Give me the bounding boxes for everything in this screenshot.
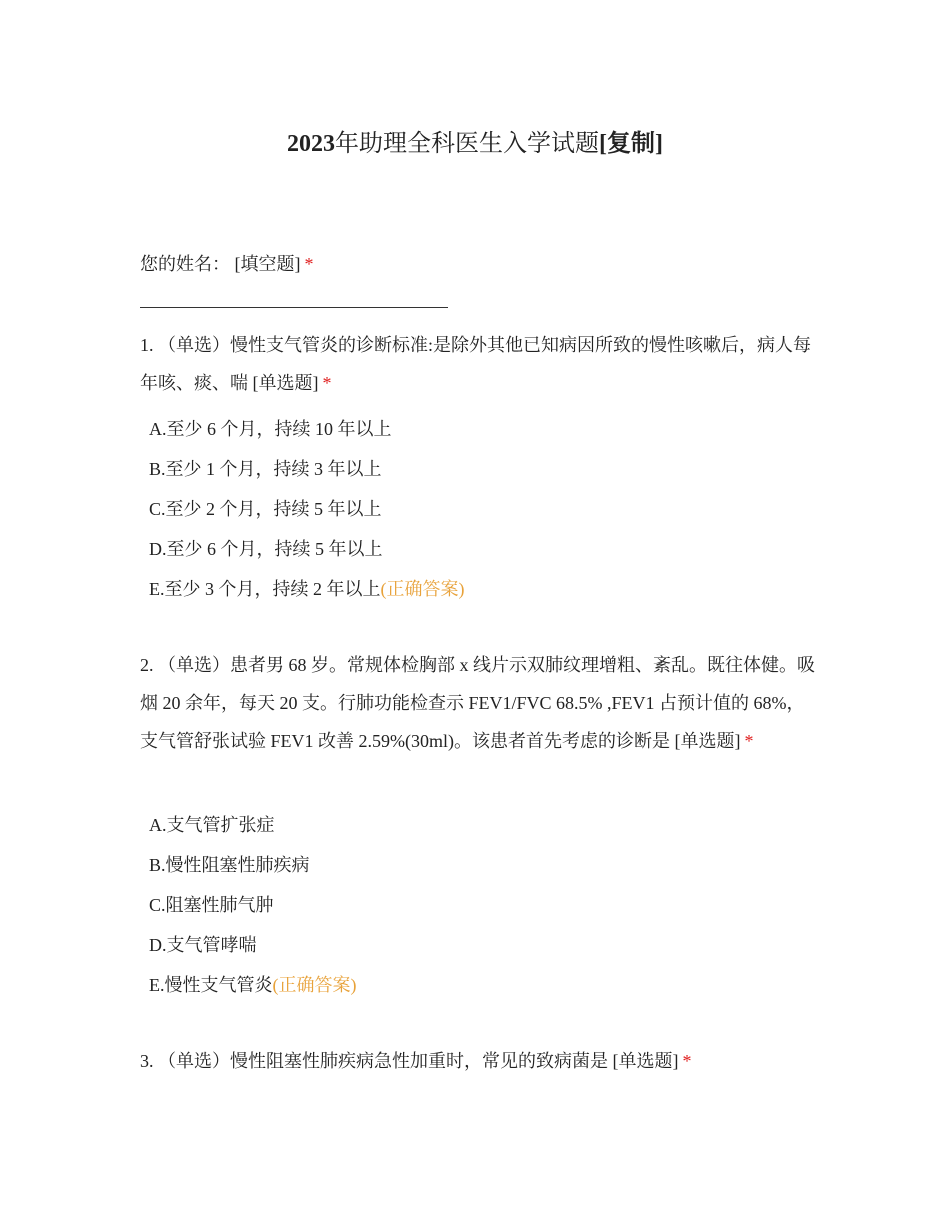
question-2 <box>140 646 820 760</box>
option-label: A.至少 6 个月，持续 10 年以上 <box>149 419 392 439</box>
option-a[interactable] <box>149 409 829 449</box>
question-text: 2. （单选）患者男 68 岁。常规体检胸部 x 线片示双肺纹理增粗、紊乱。既往体健。吸烟 20 余年，每天 20 支。行肺功能检查示 FEV1/FVC 68.5% ,FEV1 占预计值的 68%，支气管舒张试验 FEV1 改善 2.59%(30ml)。该患者首先考虑的诊断是 <box>140 655 815 751</box>
title-year: 2023 <box>287 131 335 158</box>
option-label: E.至少 3 个月，持续 2 年以上 <box>149 579 381 599</box>
correct-answer-note: (正确答案) <box>272 975 357 995</box>
required-mark: * <box>682 1051 692 1071</box>
question-type-tag: [单选题] <box>252 373 319 393</box>
name-input-line[interactable] <box>140 307 448 308</box>
option-label: C.至少 2 个月，持续 5 年以上 <box>149 499 382 519</box>
option-label: D.至少 6 个月，持续 5 年以上 <box>149 539 383 559</box>
required-mark: * <box>744 731 754 751</box>
option-e[interactable] <box>149 569 829 609</box>
name-question <box>140 245 820 283</box>
option-c[interactable] <box>149 489 829 529</box>
option-label: C.阻塞性肺气肿 <box>149 895 274 915</box>
option-label: E.慢性支气管炎 <box>149 975 273 995</box>
question-1 <box>140 326 820 402</box>
required-mark: * <box>304 254 314 274</box>
question-text: 1. （单选）慢性支气管炎的诊断标准:是除外其他已知病因所致的慢性咳嗽后，病人每年咳、痰、喘 <box>140 335 811 393</box>
option-label: B.慢性阻塞性肺疾病 <box>149 855 310 875</box>
title-copy-suffix: [复制] <box>599 131 663 158</box>
question-2-options <box>149 805 829 1005</box>
question-type-tag: [单选题] <box>674 731 741 751</box>
question-text: 3. （单选）慢性阻塞性肺疾病急性加重时，常见的致病菌是 <box>140 1051 608 1071</box>
option-label: D.支气管哮喘 <box>149 935 257 955</box>
option-d[interactable] <box>149 925 829 965</box>
question-1-options <box>149 409 829 609</box>
option-a[interactable] <box>149 805 829 845</box>
name-label: 您的姓名： <box>140 254 230 274</box>
option-e[interactable] <box>149 965 829 1005</box>
name-type-tag: [填空题] <box>234 254 301 274</box>
option-b[interactable] <box>149 845 829 885</box>
option-label: B.至少 1 个月，持续 3 年以上 <box>149 459 382 479</box>
option-c[interactable] <box>149 885 829 925</box>
option-label: A.支气管扩张症 <box>149 815 275 835</box>
title-text: 年助理全科医生入学试题 <box>335 131 599 158</box>
correct-answer-note: (正确答案) <box>380 579 465 599</box>
question-3 <box>140 1042 820 1080</box>
option-b[interactable] <box>149 449 829 489</box>
option-d[interactable] <box>149 529 829 569</box>
page-title <box>0 124 950 164</box>
required-mark: * <box>322 373 332 393</box>
question-type-tag: [单选题] <box>612 1051 679 1071</box>
